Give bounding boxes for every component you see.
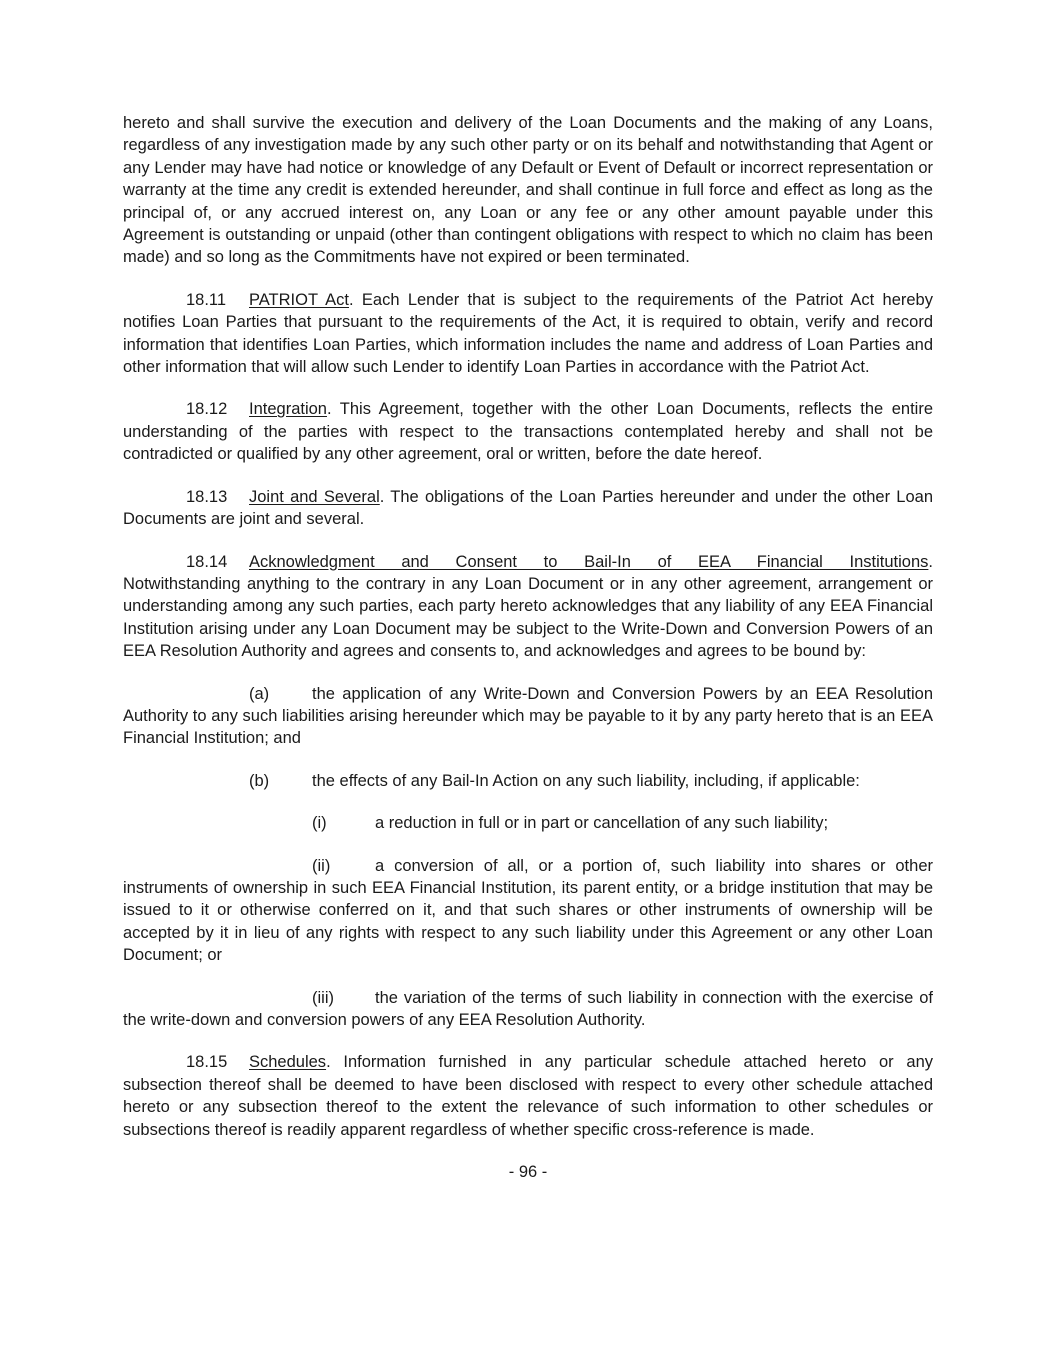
list-item-i-body: a reduction in full or in part or cancellation of any such liability; — [375, 814, 829, 833]
list-item-a-marker: (a) — [249, 684, 270, 703]
section-18-15-title-period: . — [326, 1053, 331, 1072]
section-18-11 — [123, 289, 933, 379]
list-item-b — [123, 770, 933, 792]
section-18-15-title: Schedules — [249, 1053, 327, 1072]
list-item-a — [123, 683, 933, 750]
page-number: - 96 - — [508, 1163, 548, 1182]
section-18-14-title: Acknowledgment and Consent to Bail-In of EEA Financial Institutions — [249, 552, 929, 571]
section-18-11-body: Each Lender that is subject to the requirements of the Patriot Act hereby notifies Loan Parties that pursuant to the requirements of the Act, it is required to obtain, verify and record information that identifies Loan Parties, which information includes the name and address of Loan Parties and other information that will allow such Lender to identify Loan Parties in accordance with the Patriot Act. — [123, 290, 933, 377]
section-18-14-body: Notwithstanding anything to the contrary in any Loan Document or in any other agreement, arrangement or understanding among any such parties, each party hereto acknowledges that any liability of any EEA Financial Institution arising under any Loan Document may be subject to the Write-Down and Conversion Powers of an EEA Resolution Authority and agrees and consents to, and acknowledges and agrees to be bound by: — [123, 574, 933, 661]
section-18-13-body: The obligations of the Loan Parties hereunder and under the other Loan Documents are joint and several. — [123, 487, 933, 529]
list-item-ii-body: a conversion of all, or a portion of, such liability into shares or other instruments of ownership in such EEA Financial Institution, its parent entity, or a bridge institution that may be issued to it or otherwise conferred on it, and that such shares or other instruments of ownership will be accepted by it in lieu of any rights with respect to any such liability under this Agreement or any other Loan Document; or — [123, 856, 933, 965]
section-18-11-title-period: . — [349, 290, 354, 309]
section-18-15-number: 18.15 — [186, 1053, 228, 1072]
section-18-15 — [123, 1051, 933, 1141]
section-18-12-title-period: . — [326, 400, 332, 419]
list-item-ii — [123, 855, 933, 967]
section-18-13-number: 18.13 — [186, 487, 228, 506]
list-item-iii-marker: (iii) — [312, 988, 334, 1007]
list-item-b-marker: (b) — [249, 771, 270, 790]
section-18-11-title: PATRIOT Act — [249, 290, 349, 309]
section-18-14-number: 18.14 — [186, 552, 228, 571]
section-18-11-number: 18.11 — [186, 290, 227, 309]
list-item-b-body: the effects of any Bail-In Action on any such liability, including, if applicable: — [312, 771, 860, 790]
section-18-13 — [123, 486, 933, 531]
section-18-12-title: Integration — [249, 400, 327, 419]
section-18-13-title-period: . — [379, 487, 385, 506]
section-18-15-body: Information furnished in any particular schedule attached hereto or any subsection thereof shall be deemed to have been disclosed with respect to every other schedule attached hereto or any subsection thereof to the extent the relevance of such information to other schedules or subsections thereof is readily apparent regardless of whether specific cross-reference is made. — [123, 1053, 934, 1139]
section-18-12-number: 18.12 — [186, 400, 228, 419]
list-item-a-body: the application of any Write-Down and Conversion Powers by an EEA Resolution Authority to any such liabilities arising hereunder which may be payable to it by any party hereto that is an EEA Financial Institution; and — [123, 684, 933, 748]
section-18-14-heading — [123, 551, 933, 573]
section-18-12-body: This Agreement, together with the other Loan Documents, reflects the entire understanding of the parties with respect to the transactions contemplated hereby and shall not be contradicted or qualified by any other agreement, oral or written, before the date hereof. — [123, 400, 933, 464]
list-item-i — [123, 812, 933, 834]
intro-paragraph: hereto and shall survive the execution and delivery of the Loan Documents and the making of any Loans, regardless of any investigation made by any such other party or on its behalf and notwithstanding that Agent or any Lender may have had notice or knowledge of any Default or Event of Default or incorrect representation or warranty at the time any credit is extended hereunder, and shall continue in full force and effect as long as the principal of, or any accrued interest on, any Loan or any fee or any other amount payable under this Agreement is outstanding or unpaid (other than contingent obligations with respect to which no claim has been made) and so long as the Commitments have not expired or been terminated. — [123, 114, 933, 267]
list-item-ii-marker: (ii) — [312, 856, 331, 875]
section-18-14-title-period: . — [928, 552, 933, 571]
section-18-13-title: Joint and Several — [249, 487, 380, 506]
list-item-iii-body: the variation of the terms of such liability in connection with the exercise of the write-down and conversion powers of any EEA Resolution Authority. — [123, 988, 933, 1029]
list-item-i-marker: (i) — [312, 814, 327, 833]
section-18-12 — [123, 398, 933, 465]
list-item-iii — [123, 987, 933, 1032]
